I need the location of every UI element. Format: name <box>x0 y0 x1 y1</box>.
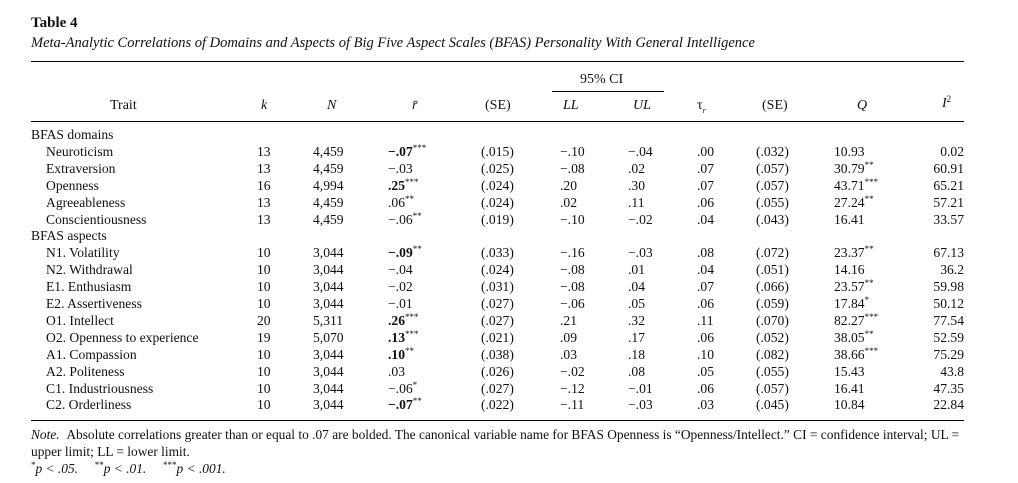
cell-r <box>388 212 422 228</box>
significance-stars: ** <box>412 244 422 255</box>
cell-ul: .05 <box>628 296 645 311</box>
value: 16.41 <box>834 380 865 396</box>
table-row <box>0 296 1018 313</box>
cell-i2: 59.98 <box>933 279 964 295</box>
table-row <box>0 381 1018 398</box>
cell-i2: 52.59 <box>933 329 964 345</box>
header-n: N <box>327 98 337 113</box>
cell-se2: (.070) <box>756 312 789 328</box>
cell-se2: (.032) <box>756 143 789 159</box>
cell-ll: .09 <box>560 329 577 345</box>
value: .26 <box>388 312 405 328</box>
cell-trait: Openness <box>46 177 99 193</box>
header-rule <box>31 121 964 122</box>
note-body <box>31 426 971 460</box>
cell-se: (.019) <box>481 211 514 227</box>
cell-se2: (.057) <box>756 380 789 396</box>
cell-ul: −.03 <box>628 397 653 413</box>
cell-i2: 47.35 <box>933 380 964 396</box>
section-title: BFAS domains <box>31 127 114 142</box>
table-row <box>0 397 1018 414</box>
significance-stars: * <box>864 295 870 305</box>
cell-tau: .06 <box>697 194 714 210</box>
table-note <box>31 426 971 477</box>
cell-n: 3,044 <box>313 262 344 278</box>
value: .25 <box>388 177 405 193</box>
cell-n: 3,044 <box>313 397 344 413</box>
cell-i2: 67.13 <box>933 245 964 261</box>
cell-q <box>834 364 865 380</box>
cell-ll: .03 <box>560 346 577 362</box>
cell-ul: −.02 <box>628 211 653 227</box>
cell-r <box>388 364 405 380</box>
ci-group-rule <box>552 91 664 92</box>
cell-tau: .07 <box>697 177 714 193</box>
value: −.06 <box>388 211 413 227</box>
cell-trait: O1. Intellect <box>46 312 114 328</box>
header-k: k <box>261 98 268 113</box>
cell-trait: Extraversion <box>46 160 116 176</box>
cell-i2: 77.54 <box>933 312 964 328</box>
cell-r <box>388 296 413 312</box>
table-row <box>0 330 1018 347</box>
cell-k: 19 <box>257 329 271 345</box>
cell-n: 3,044 <box>313 346 344 362</box>
significance-stars: *** <box>864 345 879 356</box>
cell-k: 13 <box>257 143 271 159</box>
cell-se2: (.043) <box>756 211 789 227</box>
cell-k: 10 <box>257 346 271 362</box>
header-trait: Trait <box>110 98 137 113</box>
cell-ll: .20 <box>560 177 577 193</box>
cell-q <box>834 161 874 177</box>
cell-ll: −.08 <box>560 262 585 278</box>
header-rbar: r̄ <box>412 98 418 113</box>
cell-k: 10 <box>257 397 271 413</box>
ci-group-header: 95% CI <box>580 72 624 87</box>
value: 27.24 <box>834 194 865 210</box>
value: 30.79 <box>834 160 865 176</box>
significance-stars: ** <box>864 244 874 255</box>
cell-trait: Neuroticism <box>46 143 114 159</box>
cell-q <box>834 262 865 278</box>
significance-stars: ** <box>405 345 414 356</box>
value: −.06 <box>388 380 413 396</box>
note-label: Note. <box>31 427 60 442</box>
cell-se: (.021) <box>481 329 514 345</box>
cell-n: 4,459 <box>313 194 344 210</box>
significance-stars: *** <box>405 328 419 339</box>
significance-stars: ** <box>864 193 874 204</box>
cell-se2: (.082) <box>756 346 789 362</box>
table-number: Table 4 <box>31 15 78 31</box>
significance-stars: *** <box>412 142 427 153</box>
cell-tau: .10 <box>697 346 714 362</box>
value: 43.71 <box>834 177 865 193</box>
cell-q <box>834 279 874 295</box>
value: .13 <box>388 329 405 345</box>
cell-ul: −.04 <box>628 143 653 159</box>
table-row <box>0 262 1018 279</box>
cell-se: (.027) <box>481 380 514 396</box>
significance-stars: ** <box>864 159 874 170</box>
cell-tau: .06 <box>697 296 714 311</box>
header-ul: UL <box>633 98 651 113</box>
cell-ll: −.12 <box>560 380 585 396</box>
header-i2: $I^2$ <box>942 94 952 111</box>
value: −.03 <box>388 160 413 176</box>
cell-q <box>834 195 874 211</box>
cell-se2: (.057) <box>756 177 789 193</box>
cell-q <box>834 347 878 363</box>
cell-k: 10 <box>257 380 271 396</box>
cell-r <box>388 330 419 346</box>
cell-se2: (.055) <box>756 194 789 210</box>
cell-ul: .02 <box>628 160 645 176</box>
table-heading <box>31 15 989 53</box>
cell-q <box>834 397 865 413</box>
cell-r <box>388 397 422 413</box>
cell-q <box>834 245 874 261</box>
table-row <box>0 313 1018 330</box>
cell-k: 10 <box>257 262 271 278</box>
cell-r <box>388 144 426 160</box>
cell-ul: .30 <box>628 177 645 193</box>
cell-se: (.038) <box>481 346 514 362</box>
significance-stars: ** <box>412 396 422 407</box>
cell-ul: .04 <box>628 279 645 295</box>
table-row <box>0 161 1018 178</box>
cell-k: 10 <box>257 363 271 379</box>
cell-ul: .11 <box>628 194 645 210</box>
cell-se: (.022) <box>481 397 514 413</box>
cell-tau: .03 <box>697 397 714 413</box>
cell-r <box>388 161 413 177</box>
cell-i2: 60.91 <box>933 160 964 176</box>
cell-trait: E2. Assertiveness <box>46 296 142 311</box>
cell-se: (.026) <box>481 363 514 379</box>
cell-tau: .04 <box>697 211 714 227</box>
cell-se2: (.066) <box>756 279 789 295</box>
significance-stars: *** <box>405 311 419 322</box>
cell-ul: .08 <box>628 363 645 379</box>
cell-ll: −.11 <box>560 397 585 413</box>
cell-r <box>388 262 413 278</box>
table-row <box>0 347 1018 364</box>
cell-i2: 22.84 <box>933 397 964 413</box>
cell-trait: O2. Openness to experience <box>46 329 199 345</box>
bottom-rule <box>31 420 964 421</box>
cell-q <box>834 381 865 397</box>
cell-n: 4,459 <box>313 211 344 227</box>
cell-se: (.024) <box>481 194 514 210</box>
cell-trait: N1. Volatility <box>46 245 120 261</box>
value: −.04 <box>388 262 413 278</box>
cell-k: 10 <box>257 296 271 311</box>
cell-se2: (.045) <box>756 397 789 413</box>
cell-r <box>388 279 413 295</box>
cell-i2: 36.2 <box>940 262 964 278</box>
cell-n: 4,459 <box>313 143 344 159</box>
cell-trait: A1. Compassion <box>46 346 137 362</box>
cell-se: (.024) <box>481 177 514 193</box>
value: 14.16 <box>834 262 865 278</box>
value: −.02 <box>388 279 413 295</box>
cell-i2: 43.8 <box>940 363 964 379</box>
cell-trait: C2. Orderliness <box>46 397 132 413</box>
cell-r <box>388 178 419 194</box>
value: 17.84 <box>834 296 865 311</box>
cell-se: (.015) <box>481 143 514 159</box>
cell-se: (.033) <box>481 245 514 261</box>
header-se2: (SE) <box>762 98 788 113</box>
cell-n: 3,044 <box>313 363 344 379</box>
table-row <box>0 212 1018 229</box>
table-row <box>0 144 1018 161</box>
cell-tau: .06 <box>697 380 714 396</box>
cell-r <box>388 381 417 397</box>
cell-tau: .07 <box>697 279 714 295</box>
table-row <box>0 364 1018 381</box>
cell-r <box>388 195 414 211</box>
value: 23.37 <box>834 245 865 261</box>
cell-tau: .00 <box>697 143 714 159</box>
cell-k: 13 <box>257 194 271 210</box>
cell-tau: .08 <box>697 245 714 261</box>
table-row <box>0 245 1018 262</box>
value: 15.43 <box>834 363 865 379</box>
cell-i2: 65.21 <box>933 177 964 193</box>
cell-k: 10 <box>257 245 271 261</box>
value: 38.66 <box>834 346 865 362</box>
cell-ll: .02 <box>560 194 577 210</box>
cell-q <box>834 330 874 346</box>
value: −.01 <box>388 296 413 311</box>
cell-ll: −.16 <box>560 245 585 261</box>
cell-k: 20 <box>257 312 271 328</box>
table-row <box>0 195 1018 212</box>
cell-q <box>834 313 878 329</box>
cell-n: 5,311 <box>313 312 344 328</box>
cell-i2: 50.12 <box>933 296 964 311</box>
cell-ll: −.08 <box>560 279 585 295</box>
value: −.09 <box>388 245 413 261</box>
note-significance: *p < .05. **p < .01. ***p < .001. <box>31 460 226 476</box>
cell-trait: E1. Enthusiasm <box>46 279 132 295</box>
significance-stars: *** <box>405 176 419 187</box>
value: 10.84 <box>834 397 865 413</box>
cell-ul: .18 <box>628 346 645 362</box>
cell-ul: .32 <box>628 312 645 328</box>
cell-n: 5,070 <box>313 329 344 345</box>
cell-se: (.027) <box>481 312 514 328</box>
significance-stars: ** <box>864 278 874 289</box>
cell-q <box>834 212 865 228</box>
table-row <box>0 178 1018 195</box>
value: 10.93 <box>834 143 865 159</box>
cell-tau: .07 <box>697 160 714 176</box>
cell-se: (.025) <box>481 160 514 176</box>
header-ll: LL <box>563 98 579 113</box>
cell-trait: C1. Industriousness <box>46 380 154 396</box>
value: .03 <box>388 363 405 379</box>
cell-n: 3,044 <box>313 380 344 396</box>
cell-k: 10 <box>257 279 271 295</box>
cell-n: 3,044 <box>313 296 344 311</box>
cell-ll: −.10 <box>560 211 585 227</box>
note-text: Absolute correlations greater than or equal to .07 are bolded. The canonical variable name for BFAS Openness is “Openness/Intellect.” CI = confidence interval; UL = upper limit; LL = lower limit. <box>31 427 960 459</box>
significance-stars: *** <box>864 311 879 322</box>
cell-trait: Conscientiousness <box>46 211 147 227</box>
cell-tau: .04 <box>697 262 714 278</box>
cell-se2: (.051) <box>756 262 789 278</box>
cell-se2: (.072) <box>756 245 789 261</box>
value: 38.05 <box>834 329 865 345</box>
header-tau: $\tau_r$ <box>697 98 706 115</box>
cell-i2: 75.29 <box>933 346 964 362</box>
cell-se: (.031) <box>481 279 514 295</box>
significance-stars: ** <box>405 193 414 204</box>
cell-ll: −.06 <box>560 296 585 311</box>
value: 23.57 <box>834 279 865 295</box>
cell-r <box>388 313 419 329</box>
cell-tau: .11 <box>697 312 714 328</box>
cell-ll: −.08 <box>560 160 585 176</box>
cell-ll: .21 <box>560 312 577 328</box>
significance-stars: ** <box>412 210 422 221</box>
top-rule <box>31 61 964 62</box>
significance-stars: ** <box>864 328 874 339</box>
cell-se2: (.057) <box>756 160 789 176</box>
cell-trait: N2. Withdrawal <box>46 262 133 278</box>
cell-tau: .05 <box>697 363 714 379</box>
cell-trait: A2. Politeness <box>46 363 125 379</box>
significance-stars: * <box>412 379 418 390</box>
cell-n: 3,044 <box>313 279 344 295</box>
significance-stars: *** <box>864 176 879 187</box>
cell-ul: .17 <box>628 329 645 345</box>
cell-se2: (.055) <box>756 363 789 379</box>
cell-k: 16 <box>257 177 271 193</box>
cell-ll: −.10 <box>560 143 585 159</box>
value: 82.27 <box>834 312 865 328</box>
cell-ul: −.01 <box>628 380 653 396</box>
cell-se2: (.052) <box>756 329 789 345</box>
header-q: Q <box>857 98 868 113</box>
cell-n: 4,994 <box>313 177 344 193</box>
cell-tau: .06 <box>697 329 714 345</box>
cell-ll: −.02 <box>560 363 585 379</box>
section-title: BFAS aspects <box>31 228 107 244</box>
value: −.07 <box>388 397 413 413</box>
cell-se: (.027) <box>481 296 514 311</box>
cell-r <box>388 245 422 261</box>
cell-q <box>834 178 878 194</box>
table-caption: Meta-Analytic Correlations of Domains and Aspects of Big Five Aspect Scales (BFAS) Personality With General Intelligence <box>31 35 755 51</box>
table-row <box>0 279 1018 296</box>
cell-r <box>388 347 414 363</box>
cell-se2: (.059) <box>756 296 789 311</box>
cell-i2: 0.02 <box>940 143 964 159</box>
cell-ul: −.03 <box>628 245 653 261</box>
cell-n: 3,044 <box>313 245 344 261</box>
header-se: (SE) <box>485 98 511 113</box>
cell-k: 13 <box>257 160 271 176</box>
cell-trait: Agreeableness <box>46 194 126 210</box>
value: .10 <box>388 346 405 362</box>
cell-se: (.024) <box>481 262 514 278</box>
cell-q <box>834 144 865 160</box>
value: .06 <box>388 194 405 210</box>
value: 16.41 <box>834 211 865 227</box>
cell-i2: 33.57 <box>933 211 964 227</box>
cell-k: 13 <box>257 211 271 227</box>
cell-q <box>834 296 869 312</box>
cell-i2: 57.21 <box>933 194 964 210</box>
cell-ul: .01 <box>628 262 645 278</box>
value: −.07 <box>388 143 413 159</box>
cell-n: 4,459 <box>313 160 344 176</box>
